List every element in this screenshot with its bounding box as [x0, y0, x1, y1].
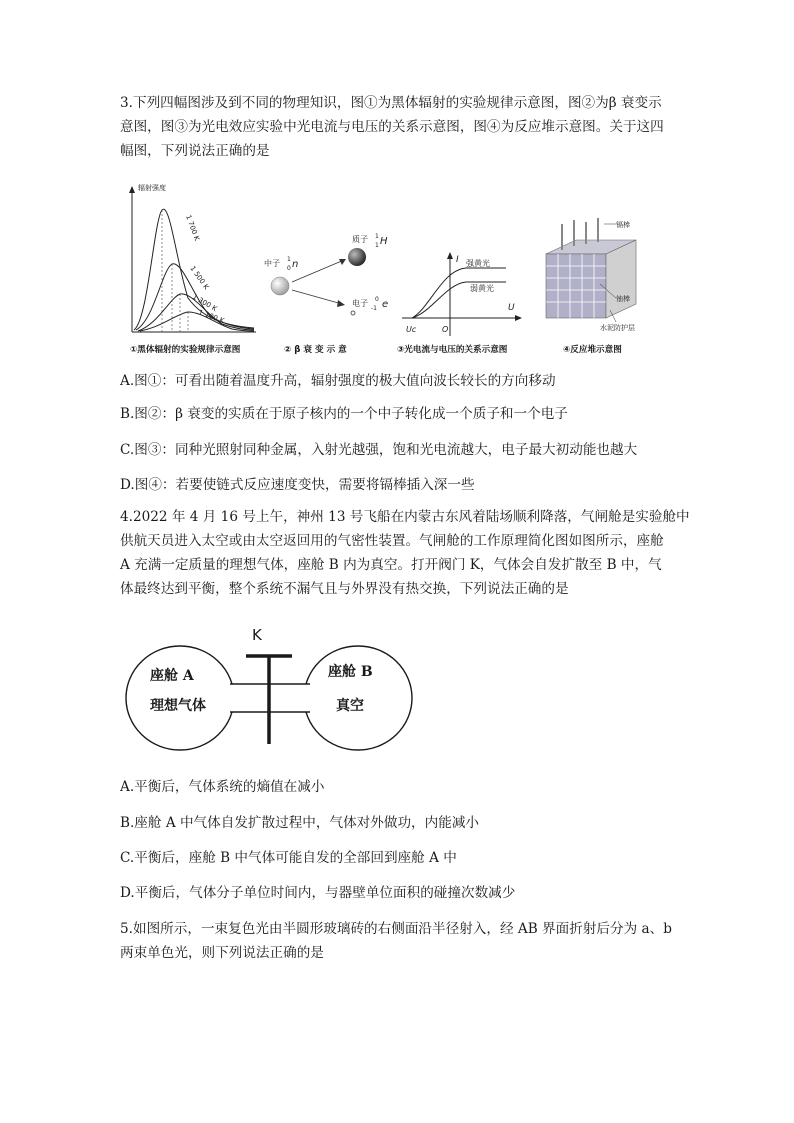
q3-option-a: A.图①：可看出随着温度升高，辐射强度的极大值向波长较长的方向移动: [120, 373, 556, 389]
figure-blackbody: [118, 180, 258, 340]
q5-stem-line-1: 5.如图所示，一束复色光由半圆形玻璃砖的右侧面沿半径射入，经 AB 界面折射后分为 a、b: [120, 921, 672, 937]
proton-ball: [348, 248, 366, 266]
neutron-symbol: n: [292, 259, 299, 270]
fig1-caption: ①黑体辐射的实验规律示意图: [130, 345, 241, 355]
q3-option-d: D.图④：若要使链式反应速度变快，需要将镉棒插入深一些: [120, 477, 475, 493]
fig4-fuel-label: 铀棒: [616, 295, 630, 303]
q4-option-d: D.平衡后，气体分子单位时间内，与器壁单位面积的碰撞次数减少: [120, 885, 516, 901]
fig1-curve-1300: 1 300 K: [191, 292, 219, 314]
ideal-gas-label: 理想气体: [150, 698, 206, 714]
q3-option-b: B.图②：β 衰变的实质在于原子核内的一个中子转化成一个质子和一个电子: [120, 406, 568, 422]
neutron-mass: 1: [287, 256, 291, 263]
fig1-curve-1700: 1 700 K: [184, 213, 201, 242]
proton-charge: 1: [375, 242, 379, 249]
q3-stem-line-3: 幅图，下列说法正确的是: [120, 143, 270, 159]
fig3-u-label: U: [508, 303, 515, 313]
q3-stem-line-1: 3.下列四幅图涉及到不同的物理知识，图①为黑体辐射的实验规律示意图，图②为β 衰变示: [120, 95, 662, 111]
proton-text: 质子: [352, 235, 368, 244]
neutron-charge: 0: [287, 265, 291, 272]
figure-airlock: [120, 618, 420, 770]
fig3-weak-label: 弱黄光: [470, 284, 494, 293]
cabin-a-label: 座舱 A: [150, 668, 194, 684]
fig1-curve-1500: 1 500 K: [188, 264, 211, 292]
neutron-text: 中子: [264, 259, 280, 268]
fig4-shield-label: 水泥防护层: [600, 324, 635, 332]
fig3-origin-label: O: [442, 325, 449, 334]
q4-option-c: C.平衡后，座舱 B 中气体可能自发的全部回到座舱 A 中: [120, 850, 457, 866]
fig4-rod-label: 镉棒: [616, 221, 630, 229]
fig4-caption: ④反应堆示意图: [563, 345, 622, 355]
electron-symbol: e: [382, 299, 389, 310]
electron-text: 电子: [352, 299, 368, 308]
fig3-caption: ③光电流与电压的关系示意图: [397, 345, 508, 355]
proton-mass: 1: [375, 233, 379, 240]
q4-option-b: B.座舱 A 中气体自发扩散过程中，气体对外做功，内能减小: [120, 815, 480, 831]
electron-charge: -1: [371, 305, 377, 312]
electron-ball: [351, 311, 355, 315]
cabin-b-label: 座舱 B: [328, 664, 373, 680]
q4-stem-line-2: 供航天员进入太空或由太空返回用的气密性装置。气闸舱的工作原理简化图如图所示，座舱: [120, 533, 664, 549]
fig2-caption: ② β 衰 变 示 意: [284, 345, 347, 355]
q4-stem-line-1: 4.2022 年 4 月 16 号上午，神州 13 号飞船在内蒙古东风着陆场顺利降落，气闸舱是实验舱中: [120, 509, 690, 525]
figure-beta-decay: [258, 228, 398, 338]
figure-reactor: [536, 214, 648, 338]
neutron-ball: [271, 277, 289, 295]
q4-stem-line-4: 体最终达到平衡，整个系统不漏气且与外界没有热交换，下列说法正确的是: [120, 581, 569, 597]
q3-option-c: C.图③：同种光照射同种金属，入射光越强，饱和光电流越大，电子最大初动能也越大: [120, 442, 638, 458]
q4-option-a: A.平衡后，气体系统的熵值在减小: [120, 779, 325, 795]
electron-mass: 0: [375, 296, 379, 303]
fig1-y-label: 辐射强度: [138, 184, 166, 192]
fig1-curve-1100: 1 100 K: [197, 308, 226, 326]
valve-k-label: K: [252, 626, 262, 644]
vacuum-label: 真空: [336, 698, 364, 714]
figure-photocurrent: [400, 248, 524, 340]
fig3-uc-label: Uc: [406, 325, 417, 334]
fig3-strong-label: 强黄光: [466, 259, 490, 268]
q3-stem-line-2: 意图，图③为光电效应实验中光电流与电压的关系示意图，图④为反应堆示意图。关于这四: [120, 119, 664, 135]
proton-symbol: H: [380, 236, 388, 247]
q4-stem-line-3: A 充满一定质量的理想气体，座舱 B 内为真空。打开阀门 K，气体会自发扩散至 B 中，气: [120, 557, 662, 573]
fig3-i-label: I: [456, 255, 459, 265]
q5-stem-line-2: 两束单色光，则下列说法正确的是: [120, 945, 324, 961]
